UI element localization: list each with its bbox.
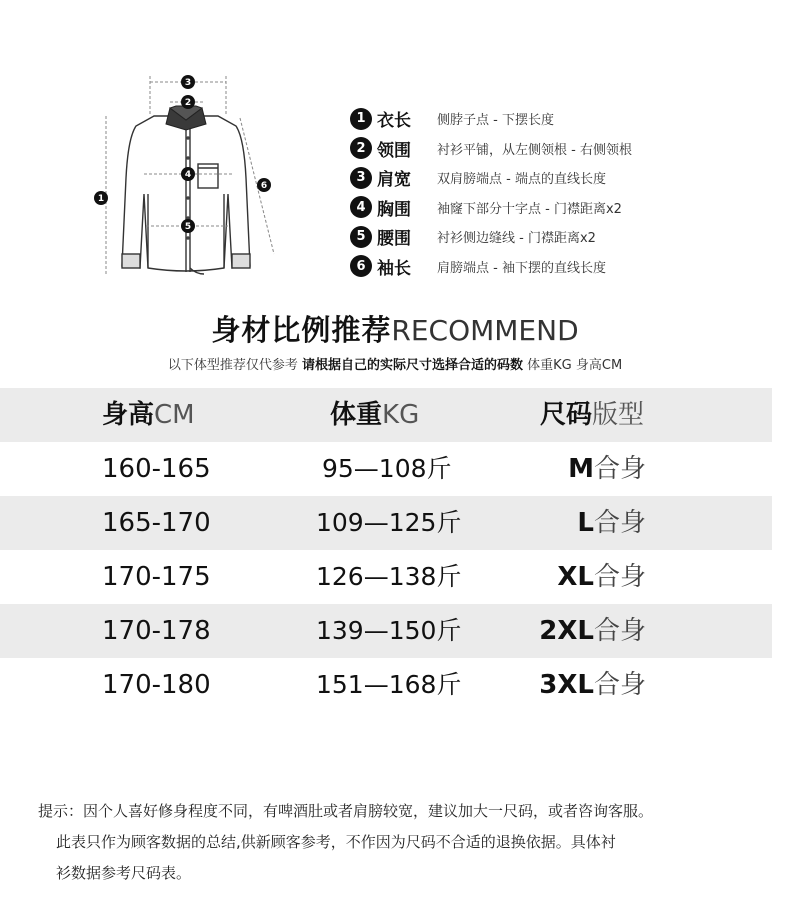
cell-weight: 109—125斤 (316, 508, 462, 537)
cell-size: L合身 (577, 508, 646, 538)
cell-weight: 139—150斤 (316, 616, 462, 645)
cell-height: 170-180 (102, 670, 211, 700)
legend-item (350, 163, 632, 193)
legend-number-badge: 2 (350, 137, 372, 159)
header-weight: 体重KG (330, 400, 420, 430)
table-row (0, 658, 772, 712)
legend-description: 衬衫平铺，从左侧领根 - 右侧领根 (437, 142, 632, 158)
legend-item (350, 222, 632, 252)
section-subtitle (0, 354, 790, 373)
legend-name: 胸围 (377, 199, 411, 220)
title-english: RECOMMEND (391, 314, 579, 347)
shirt-illustration (92, 68, 282, 288)
header-size: 尺码版型 (540, 400, 645, 430)
legend-number-badge: 1 (350, 108, 372, 130)
legend-number-badge: 3 (350, 167, 372, 189)
table-header-row (0, 388, 772, 442)
cell-height: 160-165 (102, 454, 211, 484)
legend-name: 腰围 (377, 229, 411, 250)
legend-item (350, 252, 632, 282)
legend-description: 双肩膀端点 - 端点的直线长度 (437, 172, 606, 188)
footnote-line: 提示：因个人喜好修身程度不同，有啤酒肚或者肩膀较宽，建议加大一尺码，或者咨询客服。 (38, 802, 654, 820)
legend-number-badge: 6 (350, 255, 372, 277)
table-row (0, 496, 772, 550)
cell-size: M合身 (568, 454, 646, 484)
section-title (0, 308, 790, 349)
legend-name: 肩宽 (377, 170, 411, 191)
legend-description: 侧脖子点 - 下摆长度 (437, 113, 554, 129)
cell-height: 170-178 (102, 616, 211, 646)
footnote-tips (38, 796, 653, 889)
legend-name: 领围 (377, 140, 411, 161)
title-chinese: 身材比例推荐 (211, 313, 392, 347)
table-row (0, 442, 772, 496)
svg-text:2: 2 (184, 98, 192, 108)
cell-weight: 126—138斤 (316, 562, 462, 591)
footnote-line: 衫数据参考尺码表。 (56, 864, 192, 882)
cell-size: 2XL合身 (539, 616, 646, 646)
subtitle-units: 体重KG 身高CM (527, 358, 623, 373)
cell-weight: 95—108斤 (322, 454, 452, 483)
size-recommendation-table (0, 388, 772, 712)
legend-name: 衣长 (377, 111, 411, 132)
legend-description: 袖窿下部分十字点 - 门襟距离x2 (437, 201, 622, 217)
legend-item (350, 104, 632, 134)
legend-name: 袖长 (377, 258, 411, 279)
cell-height: 165-170 (102, 508, 211, 538)
cell-size: XL合身 (557, 562, 646, 592)
shirt-measurement-diagram (92, 68, 282, 288)
table-row (0, 550, 772, 604)
cell-size: 3XL合身 (539, 670, 646, 700)
footnote-line: 此表只作为顾客数据的总结,供新顾客参考，不作因为尺码不合适的退换依据。具体衬 (56, 833, 616, 851)
legend-item (350, 193, 632, 223)
table-row (0, 604, 772, 658)
svg-text:3: 3 (184, 78, 192, 88)
subtitle-reference-note: 以下体型推荐仅代参考 (167, 358, 298, 373)
header-height: 身高CM (102, 400, 195, 430)
svg-text:5: 5 (184, 222, 192, 232)
subtitle-advice: 请根据自己的实际尺寸选择合适的码数 (301, 358, 523, 373)
svg-text:1: 1 (97, 194, 105, 204)
legend-description: 肩膀端点 - 袖下摆的直线长度 (437, 260, 606, 276)
cell-height: 170-175 (102, 562, 211, 592)
legend-number-badge: 5 (350, 226, 372, 248)
cell-weight: 151—168斤 (316, 670, 462, 699)
legend-number-badge: 4 (350, 196, 372, 218)
legend-description: 衬衫侧边缝线 - 门襟距离x2 (437, 231, 596, 247)
measurement-legend (350, 104, 632, 281)
svg-text:6: 6 (260, 181, 268, 191)
legend-item (350, 134, 632, 164)
svg-text:4: 4 (184, 170, 192, 180)
